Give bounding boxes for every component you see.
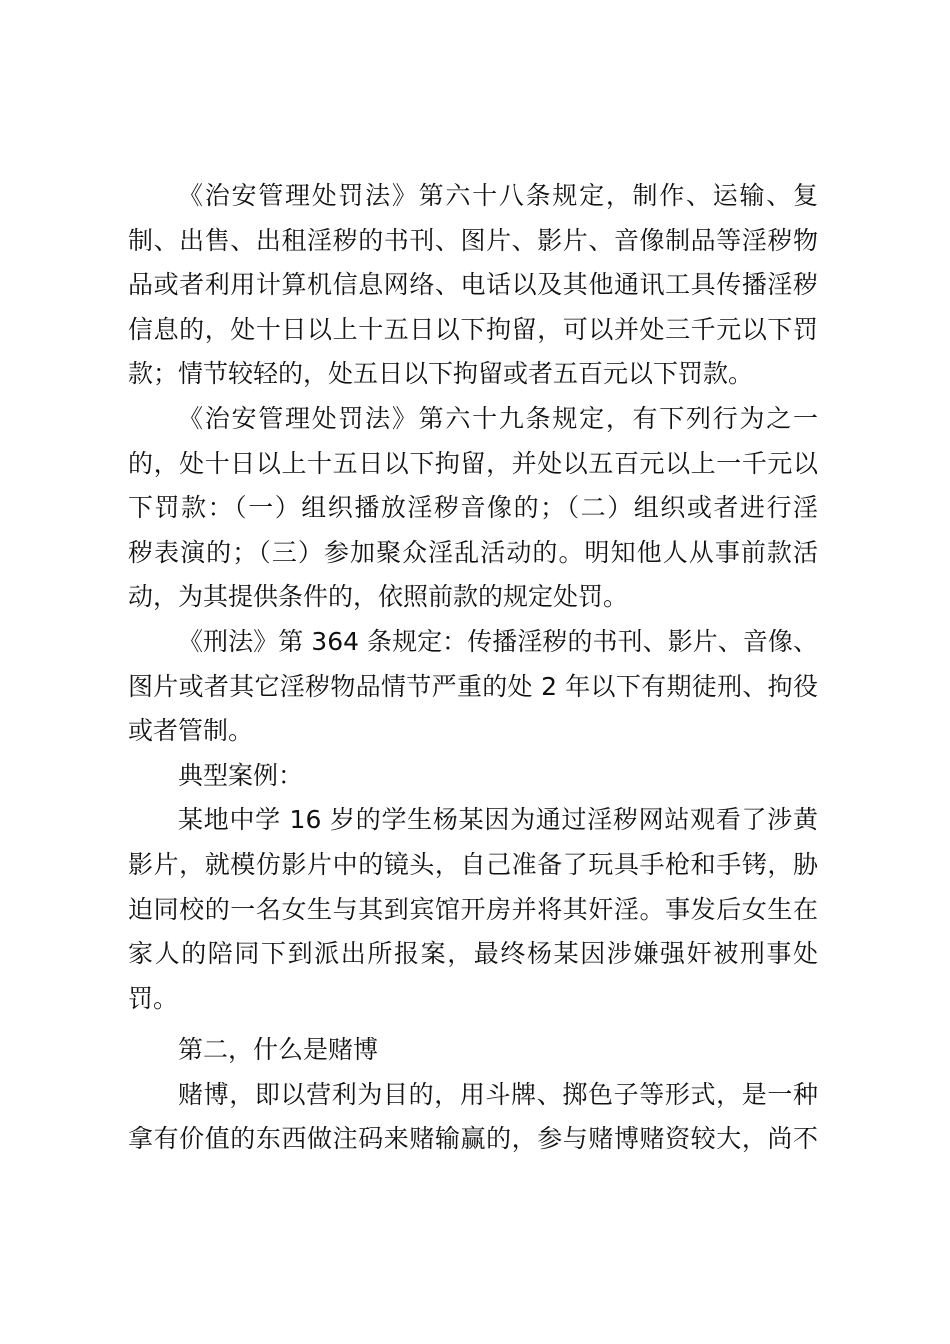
paragraph-line: 影片，就模仿影片中的镜头，自己准备了玩具手枪和手铐，胁 [128,849,818,879]
paragraph-line: 秽表演的；（三）参加聚众淫乱活动的。明知他人从事前款活 [128,537,818,567]
paragraph-line: 罚。 [128,983,179,1013]
paragraph-line: 《刑法》第 364 条规定：传播淫秽的书刊、影片、音像、 [178,626,818,656]
paragraph-line: 图片或者其它淫秽物品情节严重的处 2 年以下有期徒刑、拘役 [128,671,818,701]
paragraph-line: 品或者利用计算机信息网络、电话以及其他通讯工具传播淫秽 [128,270,818,300]
paragraph-line: 的，处十日以上十五日以下拘留，并处以五百元以上一千元以 [128,448,818,478]
paragraph-line: 动，为其提供条件的，依照前款的规定处罚。 [128,582,629,612]
paragraph-line: 款；情节较轻的，处五日以下拘留或者五百元以下罚款。 [128,359,754,389]
paragraph-line: 《治安管理处罚法》第六十八条规定，制作、运输、复 [178,181,818,210]
paragraph-line: 家人的陪同下到派出所报案，最终杨某因涉嫌强奸被刑事处 [128,939,818,969]
paragraph-line: 赌博，即以营利为目的，用斗牌、掷色子等形式，是一种 [178,1079,818,1109]
paragraph-line: 下罚款：（一）组织播放淫秽音像的；（二）组织或者进行淫 [128,493,818,523]
case-heading: 典型案例： [178,760,304,790]
section-heading: 第二，什么是赌博 [178,1035,379,1065]
paragraph-line: 制、出售、出租淫秽的书刊、图片、影片、音像制品等淫秽物 [128,225,818,255]
paragraph-line: 信息的，处十日以上十五日以下拘留，可以并处三千元以下罚 [128,314,818,344]
paragraph-line: 某地中学 16 岁的学生杨某因为通过淫秽网站观看了涉黄 [178,805,818,835]
document-body [128,174,818,1162]
paragraph-line: 《治安管理处罚法》第六十九条规定，有下列行为之一 [178,403,818,433]
paragraph-line: 迫同校的一名女生与其到宾馆开房并将其奸淫。事发后女生在 [128,894,818,924]
paragraph-line: 拿有价值的东西做注码来赌输赢的，参与赌博赌资较大，尚不 [128,1124,818,1154]
paragraph-line: 或者管制。 [128,716,254,746]
